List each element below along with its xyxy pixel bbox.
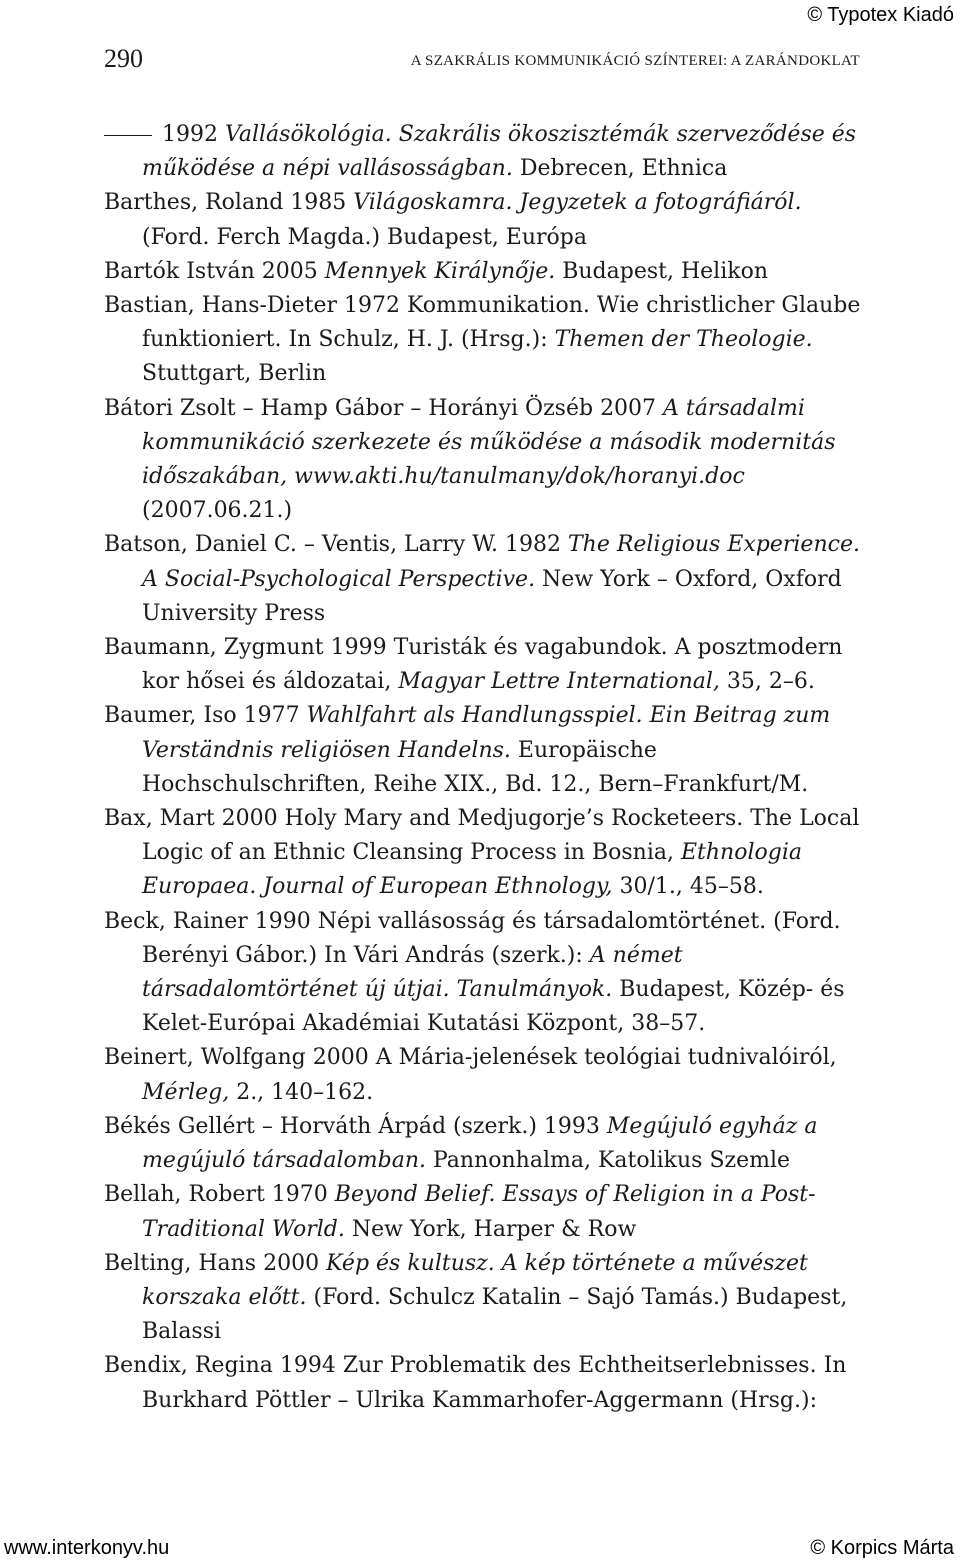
reference-entry bbox=[104, 631, 862, 699]
reference-text: Bartók István 2005 bbox=[104, 258, 325, 284]
reference-text: Batson, Daniel C. – Ventis, Larry W. 1982 bbox=[104, 532, 568, 558]
reference-title: The Religious Experience. A Social-Psychological Perspective. bbox=[142, 532, 860, 592]
reference-text: Békés Gellért – Horváth Árpád (szerk.) 1993 bbox=[104, 1113, 607, 1139]
reference-entry bbox=[104, 1247, 862, 1350]
reference-text: (Ford. Schulcz Katalin – Sajó Tamás.) Budapest, Balassi bbox=[142, 1284, 848, 1345]
reference-text: Belting, Hans 2000 bbox=[104, 1250, 327, 1276]
reference-text: Debrecen, Ethnica bbox=[512, 156, 728, 182]
reference-entry bbox=[104, 392, 862, 529]
reference-text: Baumer, Iso 1977 bbox=[104, 703, 307, 729]
reference-text: Beinert, Wolfgang 2000 A Mária-jelenések teológiai tudnivalóiról, bbox=[104, 1045, 837, 1071]
reference-text: 35, 2–6. bbox=[719, 669, 815, 695]
reference-text: Bastian, Hans-Dieter 1972 Kommunikation. Wie christlicher Glaube funktioniert. In Schulz, H. J. (Hrsg.): bbox=[104, 293, 861, 353]
reference-entry bbox=[104, 802, 862, 905]
reference-text: Europäische Hochschulschriften, Reihe XIX., Bd. 12., Bern–Frankfurt/M. bbox=[142, 737, 809, 797]
reference-text: Budapest, Közép- és Kelet-Európai Akadémiai Kutatási Központ, 38–57. bbox=[142, 977, 845, 1037]
reference-entry bbox=[104, 255, 862, 289]
website-stamp[interactable]: www.interkonyv.hu bbox=[4, 1537, 170, 1559]
reference-text: Pannonhalma, Katolikus Szemle bbox=[425, 1148, 791, 1174]
reference-entry bbox=[104, 699, 862, 802]
reference-list bbox=[104, 118, 862, 1418]
reference-text: New York, Harper & Row bbox=[344, 1216, 637, 1242]
reference-entry bbox=[104, 1349, 862, 1417]
running-title: A SZAKRÁLIS KOMMUNIKÁCIÓ SZÍNTEREI: A ZARÁNDOKLAT bbox=[410, 53, 860, 69]
ditto-dash bbox=[104, 135, 152, 136]
reference-title: Ethnologia Europaea. Journal of European Ethnology, bbox=[142, 840, 802, 900]
reference-entry bbox=[104, 905, 862, 1042]
reference-text: 30/1., 45–58. bbox=[612, 874, 764, 900]
reference-text: New York – Oxford, Oxford University Press bbox=[142, 566, 842, 626]
reference-title: A német társadalomtörténet új útjai. Tanulmányok. bbox=[142, 942, 683, 1003]
reference-title: Wahlfahrt als Handlungsspiel. Ein Beitrag zum Verständnis religiösen Handelns. bbox=[142, 703, 831, 763]
reference-entry bbox=[104, 1041, 862, 1109]
page-number: 290 bbox=[104, 44, 143, 73]
reference-title: Beyond Belief. Essays of Religion in a Post-Traditional World. bbox=[142, 1182, 816, 1242]
author-copyright-stamp: © Korpics Márta bbox=[810, 1537, 954, 1559]
reference-text: Bellah, Robert 1970 bbox=[104, 1182, 335, 1208]
reference-text: Bax, Mart 2000 Holy Mary and Medjugorje’s Rocketeers. The Local Logic of an Ethnic Cleansing Process in Bosnia, bbox=[104, 806, 860, 866]
reference-title: Világoskamra. Jegyzetek a fotográfiáról. bbox=[353, 190, 802, 216]
reference-text: Bendix, Regina 1994 Zur Problematik des Echtheitserlebnisses. In Burkhard Pöttler – Ulrika Kammarhofer-Aggermann (Hrsg.): bbox=[104, 1353, 847, 1413]
reference-title: Kép és kultusz. A kép története a művészet korszaka előtt. bbox=[142, 1250, 808, 1310]
running-head bbox=[104, 44, 860, 84]
reference-text: Bátori Zsolt – Hamp Gábor – Horányi Özséb 2007 bbox=[104, 395, 664, 421]
reference-title: Vallásökológia. Szakrális ökoszisztémák szerveződése és működése a népi vallásosságban. bbox=[142, 122, 857, 182]
reference-entry bbox=[104, 289, 862, 392]
reference-title: Magyar Lettre International, bbox=[398, 669, 720, 695]
copyright-stamp-top: © Typotex Kiadó bbox=[807, 4, 954, 26]
reference-entry bbox=[104, 1178, 862, 1246]
reference-title: Megújuló egyház a megújuló társadalomban. bbox=[142, 1113, 818, 1174]
reference-title: Themen der Theologie. bbox=[554, 327, 813, 353]
reference-entry bbox=[104, 1110, 862, 1178]
reference-title: Mennyek Királynője. bbox=[324, 258, 556, 284]
reference-text: Beck, Rainer 1990 Népi vallásosság és társadalomtörténet. (Ford. Berényi Gábor.) In Vári András (szerk.): bbox=[104, 908, 841, 968]
reference-text: 1992 bbox=[162, 122, 225, 147]
reference-entry bbox=[104, 118, 862, 186]
reference-text: Barthes, Roland 1985 bbox=[104, 190, 354, 216]
reference-title: A társadalmi kommunikáció szerkezete és működése a második modernitás időszakában, www.akti.hu/tanulmany/dok/horanyi.doc bbox=[142, 395, 836, 490]
reference-text: Stuttgart, Berlin bbox=[142, 361, 327, 387]
reference-text: (Ford. Ferch Magda.) Budapest, Európa bbox=[142, 224, 587, 250]
reference-text: Budapest, Helikon bbox=[555, 258, 768, 284]
reference-entry bbox=[104, 528, 862, 631]
reference-title: Mérleg, bbox=[142, 1079, 230, 1105]
reference-text: Baumann, Zygmunt 1999 Turisták és vagabundok. A posztmodern kor hősei és áldozatai, bbox=[104, 635, 843, 695]
reference-text: 2., 140–162. bbox=[229, 1079, 374, 1105]
reference-entry bbox=[104, 186, 862, 254]
reference-text: (2007.06.21.) bbox=[142, 498, 293, 524]
